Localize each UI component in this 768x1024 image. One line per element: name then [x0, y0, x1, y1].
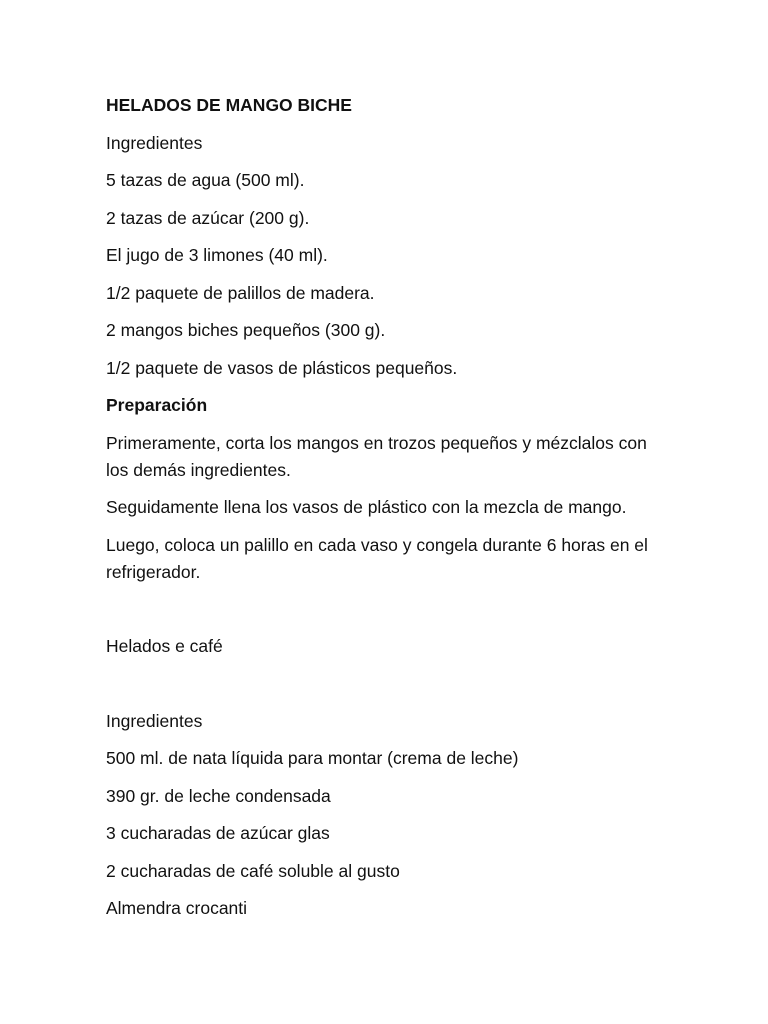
recipe1-preparation-heading: Preparación	[106, 395, 208, 415]
recipe1-ingredients-heading: Ingredientes	[106, 132, 203, 153]
recipe1-ingredient: 2 tazas de azúcar (200 g).	[106, 207, 310, 228]
recipe1-step: Primeramente, corta los mangos en trozos pequeños y mézclalos con los demás ingredientes.	[106, 432, 647, 480]
recipe2-ingredients-heading: Ingredientes	[106, 710, 203, 731]
spacer	[106, 671, 666, 708]
recipe2-ingredient: 390 gr. de leche condensada	[106, 785, 331, 806]
recipe1-ingredient: El jugo de 3 limones (40 ml).	[106, 245, 328, 265]
recipe2-ingredient: 3 cucharadas de azúcar glas	[106, 823, 330, 843]
recipe1-step: Luego, coloca un palillo en cada vaso y congela durante 6 horas en el refrigerador.	[106, 534, 648, 582]
recipe2-title: Helados e café	[106, 636, 223, 656]
recipe1-ingredient: 2 mangos biches pequeños (300 g).	[106, 320, 386, 340]
recipe1-ingredient: 1/2 paquete de palillos de madera.	[106, 282, 375, 303]
recipe2-ingredient: 500 ml. de nata líquida para montar (crema de leche)	[106, 748, 519, 768]
recipe1-step: Seguidamente llena los vasos de plástico con la mezcla de mango.	[106, 497, 627, 517]
spacer	[106, 596, 666, 633]
document-content	[106, 92, 666, 933]
recipe2-ingredient: 2 cucharadas de café soluble al gusto	[106, 860, 400, 881]
recipe1-ingredient: 5 tazas de agua (500 ml).	[106, 170, 305, 190]
recipe1-ingredient: 1/2 paquete de vasos de plásticos pequeños.	[106, 357, 458, 378]
recipe2-ingredient: Almendra crocanti	[106, 898, 248, 918]
recipe1-title: HELADOS DE MANGO BICHE	[106, 95, 352, 115]
